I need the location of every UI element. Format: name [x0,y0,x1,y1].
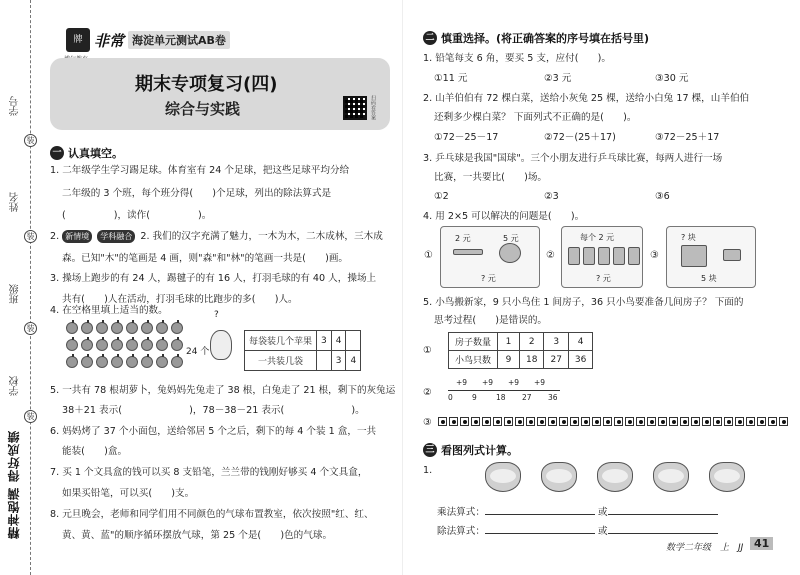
bowl-icon [653,462,689,492]
option-picture-3[interactable] [666,226,756,288]
apple-icon [171,356,183,368]
section-title: 慎重选择。(将正确答案的序号填在括号里) [441,32,650,45]
table-cell: 3 [331,351,346,371]
apple-icon [141,339,153,351]
binding-circle: 装 [24,322,37,335]
table-cell-blank[interactable] [346,331,361,351]
dot-icon [559,417,568,426]
dot-icon [625,417,634,426]
apple-icon [81,356,93,368]
cut-line [30,0,31,575]
dot-icon [438,417,447,426]
q2-line [50,230,383,243]
dot-icon [614,417,623,426]
apple-count-label: 24 个 [186,347,210,357]
section-1-header [50,145,123,161]
tick-label: 0 [448,393,453,402]
table-cell: 小鸟只数 [449,351,498,369]
option-circle[interactable]: ① [423,345,432,356]
option-circle[interactable]: ② [423,387,432,398]
dot-icon [592,417,601,426]
cup-icon [568,247,580,265]
q6-line: 能装( )盒。 [62,446,128,457]
q2-text: 2. 我们的汉字充满了魅力，一木为木，二木成林，三木成 [140,231,383,242]
school-label: 学校 [10,376,21,396]
dot-icon [548,417,557,426]
dot-icon [570,417,579,426]
page-subtitle: 综合与实践 [165,100,241,118]
apple-icon [66,322,78,334]
q1-line: ( )，读作( )。 [62,210,212,221]
jump-label: +9 [534,378,546,387]
q7-line: 7. 买 1 个文具盒的钱可以买 8 支铅笔，兰兰带的钱刚好够买 4 个文具盒， [50,467,368,478]
page-number: 41 [750,537,773,550]
table-cell: 4 [331,331,346,351]
jump-label: +9 [482,378,494,387]
count-label: ? 块 [681,233,696,242]
count-label: 5 块 [701,274,717,283]
table-cell: 4 [568,333,592,351]
page-title: 期末专项复习(四) [135,74,278,95]
q2-number: 2. [50,231,60,242]
dot-icon [746,417,755,426]
apple-icon [141,356,153,368]
apple-icon [171,322,183,334]
apple-icon [66,339,78,351]
dot-icon [768,417,777,426]
option-circle[interactable]: ① [424,250,433,261]
option[interactable]: ①11 元 [434,73,468,84]
dot-icon [779,417,788,426]
bag-question-mark: ? [214,310,219,320]
dot-icon [724,417,733,426]
or-label: 或 [598,526,608,537]
apple-icon [81,322,93,334]
qr-code[interactable] [343,96,367,120]
tick-label: 9 [472,393,477,402]
s2-q4: 4. 用 2×5 可以解决的问题是( )。 [423,211,585,222]
brand-header [66,28,230,52]
apple-icon [111,322,123,334]
dot-icon [471,417,480,426]
margin-slogan: 精神饱满 得好成绩 [7,430,21,540]
table-cell: 27 [544,351,568,369]
table-cell: 2 [520,333,544,351]
dot-icon [647,417,656,426]
option[interactable]: ②3 [544,191,559,202]
table-cell: 房子数量 [449,333,498,351]
multiplication-row [437,504,718,518]
s2-q2-line: 还剩多少棵白菜？ 下面列式不正确的是( )。 [434,112,637,123]
dot-icon [504,417,513,426]
apple-icon [96,339,108,351]
option[interactable]: ③30 元 [655,73,689,84]
brand-script: 非常 [94,31,125,50]
dot-array [438,417,788,426]
option-circle[interactable]: ③ [650,250,659,261]
apple-icon [66,356,78,368]
q8-line: 黄、黄、蓝"的顺序循环摆放气球，第 25 个是( )色的气球。 [62,530,333,541]
apple-icon [81,339,93,351]
section-title: 看图列式计算。 [441,444,518,457]
dot-icon [515,417,524,426]
table-cell: 4 [346,351,361,371]
division-row [437,523,718,537]
q4-table [244,330,361,371]
class-label: 班级 [10,284,21,304]
table-cell: 1 [498,333,520,351]
bowl-icon [709,462,745,492]
q1-line: 二年级的 3 个班，每个班分得( )个足球，列出的除法算式是 [62,188,332,199]
div-answer-blank[interactable] [608,524,718,534]
option[interactable]: ①2 [434,191,449,202]
new-context-tag: 新情境 [62,230,92,243]
or-label: 或 [598,507,608,518]
house-bird-table [448,332,593,369]
left-margin [0,0,40,575]
cup-icon [598,247,610,265]
section-number: 一 [50,146,64,160]
jump-label: +9 [508,378,520,387]
section-number: 二 [423,31,437,45]
price-label: 2 元 [455,234,471,243]
cup-icon [583,247,595,265]
dot-icon [449,417,458,426]
name-label: 姓名 [10,192,21,212]
dot-icon [702,417,711,426]
apple-icon [156,339,168,351]
apple-icon [141,322,153,334]
apple-icon [126,339,138,351]
section-3-header [423,442,518,458]
q1-line: 1. 二年级学生学习踢足球。体育室有 24 个足球，把这些足球平均分给 [50,165,350,176]
mult-label: 乘法算式： [437,507,485,518]
s2-q2-line: 2. 山羊伯伯有 72 棵白菜，送给小灰兔 25 棵，送给小白兔 17 棵，山羊伯伯 [423,93,750,104]
table-cell: 一共装几袋 [245,351,317,371]
table-row [449,333,593,351]
apple-icon [126,322,138,334]
dot-icon [669,417,678,426]
dot-icon [460,417,469,426]
price-label: ? 元 [596,274,611,283]
dot-icon [526,417,535,426]
dot-icon [757,417,766,426]
q3-line: 共有( )人在活动，打羽毛球的比跑步的多( )人。 [62,294,298,305]
apple-icon [96,322,108,334]
bag-icon [210,330,232,360]
table-row [245,351,361,371]
q2-line: 森。已知"木"的笔画是 4 画，则"森"和"林"的笔画一共是( )画。 [62,253,349,264]
binding-circle: 装 [24,134,37,147]
option[interactable]: ③72－25＋17 [655,132,720,143]
footer-label: 数学二年级 上 JJ [666,543,744,553]
table-cell: 9 [498,351,520,369]
jump-label: +9 [456,378,468,387]
cup-icon [628,247,640,265]
bowl-icon [485,462,521,492]
q5-line: 38＋21 表示( )，78－38－21 表示( )。 [62,405,365,416]
table-row [449,351,593,369]
tick-label: 18 [496,393,506,402]
option[interactable]: ③6 [655,191,670,202]
dot-icon [482,417,491,426]
section-2-header [423,30,649,46]
s3-q1-number: 1. [423,465,433,476]
apple-icon [171,339,183,351]
dot-icon [603,417,612,426]
table-cell: 36 [568,351,592,369]
apple-icon [156,322,168,334]
price-label: 5 元 [503,234,519,243]
dot-icon [691,417,700,426]
dot-icon [680,417,689,426]
q5-line: 5. 一共有 78 根胡萝卜，兔妈妈先兔走了 38 根，白兔走了 21 根，剩下的灰兔运 [50,385,396,396]
s2-q3-line: 比赛，一共要比( )场。 [434,172,548,183]
option-circle[interactable]: ② [546,250,555,261]
dot-icon [636,417,645,426]
dot-icon [658,417,667,426]
bowl-row [485,462,745,492]
option[interactable]: ②72－(25＋17) [544,132,616,143]
div-label: 除法算式： [437,526,485,537]
tick-label: 27 [522,393,532,402]
table-cell-blank[interactable] [317,351,332,371]
section-number: 三 [423,443,437,457]
option-circle[interactable]: ③ [423,417,432,428]
table-cell: 3 [544,333,568,351]
div-answer-blank[interactable] [485,524,595,534]
brand-series: 海淀单元测试AB卷 [128,31,230,49]
cross-subject-tag: 学科融合 [97,230,135,243]
apple-icon [96,356,108,368]
tick-label: 36 [548,393,558,402]
apple-icon [126,356,138,368]
dot-icon [537,417,546,426]
dot-icon [493,417,502,426]
brand-logo: 牌 [66,28,90,52]
option-picture-2[interactable] [561,226,643,288]
bowl-icon [541,462,577,492]
table-row [245,331,361,351]
s2-q3-line: 3. 乒乓球是我国"国球"。三个小朋友进行乒乓球比赛，每两人进行一场 [423,153,723,164]
page-fold [402,0,403,575]
dot-icon [713,417,722,426]
option[interactable]: ①72－25－17 [434,132,499,143]
table-cell: 每袋装几个苹果 [245,331,317,351]
section-title: 认真填空。 [68,147,123,160]
apple-icon [156,356,168,368]
s2-q1: 1. 铅笔每支 6 角，要买 5 支，应付( )。 [423,53,612,64]
pencil-icon [453,249,483,255]
qr-caption: 扫码看答案 [370,95,376,120]
mult-answer-blank[interactable] [485,505,595,515]
apple-icon [111,356,123,368]
binding-circle: 装 [24,410,37,423]
price-label: 每个 2 元 [580,233,615,242]
s2-q5-line: 5. 小鸟搬新家，9 只小鸟住 1 间房子，36 只小鸟要准备几间房子？ 下面的 [423,297,744,308]
q7-line: 如果买铅笔，可以买( )支。 [62,488,195,499]
student-id-label: 学号 [10,96,21,116]
q4-line: 4. 在空格里填上适当的数。 [50,305,168,316]
option[interactable]: ②3 元 [544,73,572,84]
dot-icon [735,417,744,426]
s2-q5-line: 思考过程( )是错误的。 [434,315,548,326]
number-line [448,378,563,408]
mult-answer-blank[interactable] [608,505,718,515]
sharpener-icon [499,243,521,263]
cake-box-icon [681,245,707,267]
number-line-axis [448,390,560,391]
dot-icon [581,417,590,426]
bowl-icon [597,462,633,492]
q8-line: 8. 元旦晚会，老师和同学们用不同颜色的气球布置教室，依次按照"红、红、 [50,509,374,520]
apple-group [66,322,186,370]
binding-circle: 装 [24,230,37,243]
apple-icon [111,339,123,351]
q6-line: 6. 妈妈烤了 37 个小面包，送给邻居 5 个之后，剩下的每 4 个装 1 盒，一共 [50,426,377,437]
price-label: ? 元 [481,274,496,283]
q3-line: 3. 操场上跑步的有 24 人，踢毽子的有 16 人，打羽毛球的有 40 人，操场上 [50,273,377,284]
option-picture-1[interactable] [440,226,540,288]
table-cell: 3 [317,331,332,351]
cake-piece-icon [723,249,741,261]
cup-icon [613,247,625,265]
table-cell: 18 [520,351,544,369]
